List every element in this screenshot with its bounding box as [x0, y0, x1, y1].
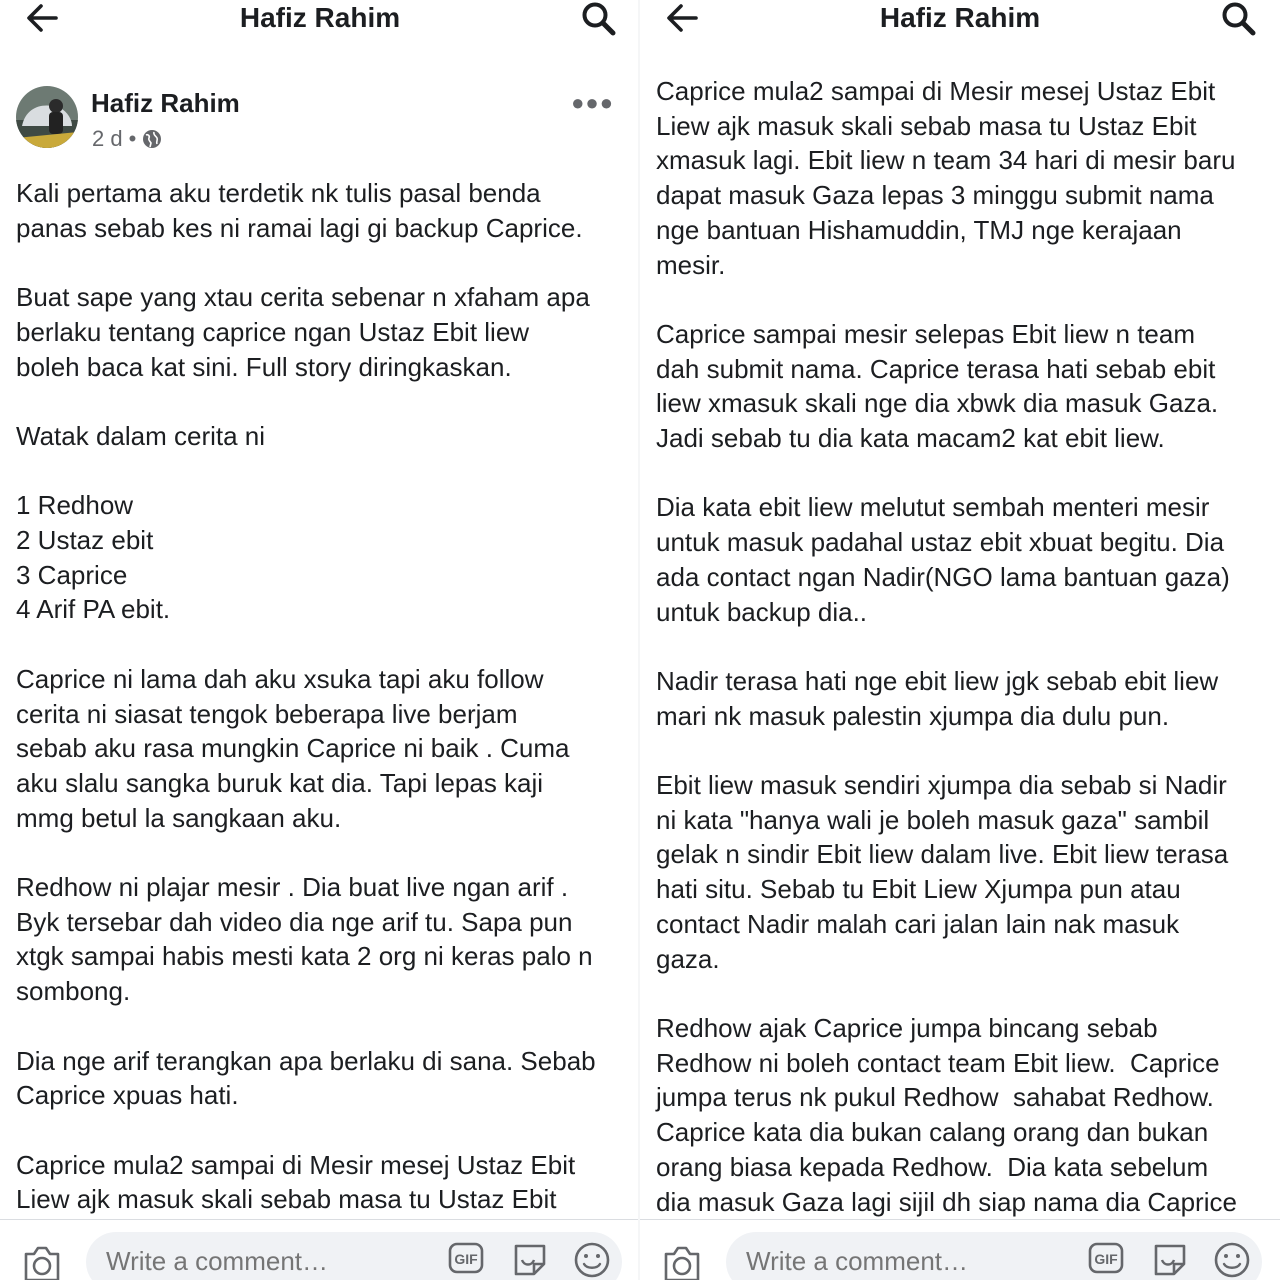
gif-label: GIF — [1094, 1251, 1118, 1267]
gif-icon — [448, 1240, 484, 1276]
ellipsis-icon: ●●● — [571, 90, 614, 115]
more-options-button[interactable] — [571, 90, 614, 116]
gif-icon — [1088, 1240, 1124, 1276]
right-screen — [640, 0, 1280, 1280]
header-title: Hafiz Rahim — [239, 2, 401, 33]
globe-icon — [142, 129, 162, 149]
post-header — [16, 86, 626, 156]
top-bar — [0, 0, 640, 40]
camera-button[interactable] — [662, 1240, 702, 1280]
header-title: Hafiz Rahim — [879, 2, 1041, 33]
gif-label: GIF — [454, 1251, 478, 1267]
gif-button[interactable] — [448, 1240, 484, 1276]
sticker-button[interactable] — [510, 1240, 550, 1280]
sticker-button[interactable] — [1150, 1240, 1190, 1280]
comment-input[interactable] — [106, 1246, 406, 1277]
post-time[interactable]: 2 d — [92, 126, 123, 151]
comment-input[interactable] — [746, 1246, 1046, 1277]
search-button[interactable] — [580, 0, 618, 38]
comment-field[interactable] — [86, 1232, 622, 1280]
camera-icon — [22, 1240, 62, 1280]
emoji-button[interactable] — [572, 1240, 612, 1280]
gif-button[interactable] — [1088, 1240, 1124, 1276]
search-button[interactable] — [1220, 0, 1258, 38]
post-author[interactable]: Hafiz Rahim — [91, 88, 240, 118]
top-bar — [640, 0, 1280, 40]
sticker-icon — [510, 1240, 550, 1280]
comment-field[interactable] — [726, 1232, 1262, 1280]
emoji-button[interactable] — [1212, 1240, 1252, 1280]
search-icon — [1220, 0, 1258, 38]
post-body-text: Caprice mula2 sampai di Mesir mesej Ustaz Ebit Liew ajk masuk skali sebab masa tu Ustaz Ebit xmasuk lagi. Ebit liew n team 34 hari di mesir baru dapat masuk Gaza lepas 3 minggu submit nama nge bantuan Hishamuddin, TMJ nge kerajaan mesir. Caprice sampai mesir selepas Ebit liew n team dah submit nama. Caprice terasa hati sebab ebit liew xmasuk skali nge dia xbwk dia masuk Gaza. Jadi sebab tu dia kata macam2 kat ebit liew. Dia kata ebit liew melutut sembah menteri mesir untuk masuk padahal ustaz ebit xbuat begitu. Dia ada contact ngan Nadir(NGO lama bantuan gaza) untuk backup dia.. Nadir terasa hati nge ebit liew jgk sebab ebit liew mari nk masuk palestin xjumpa dia dulu pun. Ebit liew masuk sendiri xjumpa dia sebab si Nadir ni kata "hanya wali je boleh masuk gaza" sambil gelak n sindir Ebit liew dalam live. Ebit liew terasa hati situ. Sebab tu Ebit Liew Xjumpa pun atau contact Nadir malah cari jalan lain nak masuk gaza. Redhow ajak Caprice jumpa bincang sebab Redhow ni boleh contact team Ebit liew. Caprice jumpa terus nk pukul Redhow sahabat Redhow. Caprice kata dia bukan calang orang dan bukan orang biasa kepada Redhow. Dia kata sebelum dia masuk Gaza lagi sijil dh siap nama dia Caprice — [656, 76, 1237, 1217]
post-body-text: Kali pertama aku terdetik nk tulis pasal benda panas sebab kes ni ramai lagi gi backup Caprice. Buat sape yang xtau cerita sebenar n xfaham apa berlaku tentang caprice ngan Ustaz Ebit liew boleh baca kat sini. Full story diringkaskan. Watak dalam cerita ni 1 Redhow 2 Ustaz ebit 3 Caprice 4 Arif PA ebit. Caprice ni lama dah aku xsuka tapi aku follow cerita ni siasat tengok beberapa live berjam sebab aku rasa mungkin Caprice ni baik . Cuma aku slalu sangka buruk kat dia. Tapi lepas kaji mmg betul la sangkaan aku. Redhow ni plajar mesir . Dia buat live ngan arif . Byk tersebar dah video dia nge arif tu. Sapa pun xtgk sampai habis mesti kata 2 org ni keras palo n sombong. Dia nge arif terangkan apa berlaku di sana. Sebab Caprice xpuas hati. Caprice mula2 sampai di Mesir mesej Ustaz Ebit Liew ajk masuk skali sebab masa tu Ustaz Ebit — [16, 178, 596, 1215]
camera-button[interactable] — [22, 1240, 62, 1280]
comment-composer — [640, 1219, 1280, 1280]
separator-dot: • — [128, 126, 137, 151]
sticker-icon — [1150, 1240, 1190, 1280]
comment-composer — [0, 1219, 640, 1280]
camera-icon — [662, 1240, 702, 1280]
search-icon — [580, 0, 618, 38]
smiley-icon — [572, 1240, 612, 1280]
post-meta — [92, 126, 162, 152]
avatar[interactable] — [16, 86, 78, 148]
smiley-icon — [1212, 1240, 1252, 1280]
